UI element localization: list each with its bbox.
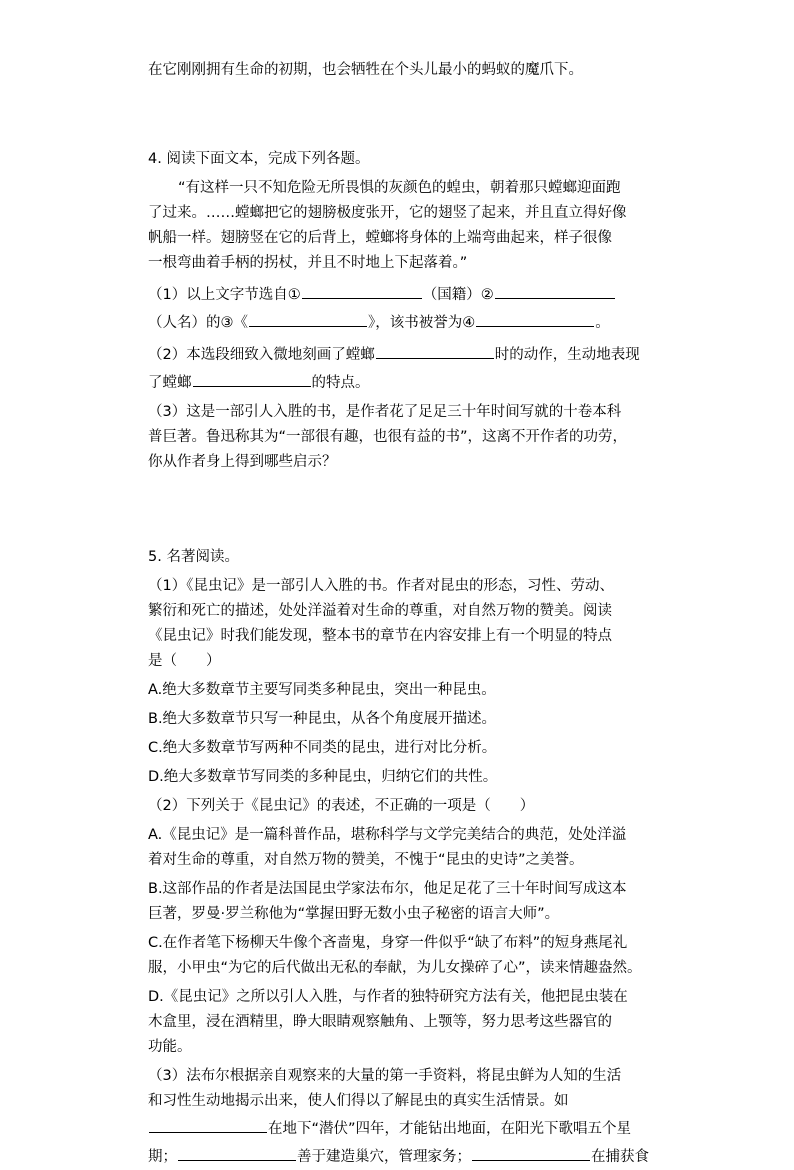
sub3-line <box>148 1142 688 1170</box>
option-line: 服，小甲虫“为它的后代做出无私的奉献，为儿女操碎了心”，读来情趣盎然。 <box>148 960 642 976</box>
option-line: B.这部作品的作者是法国昆虫学家法布尔，他足足花了三十年时间写成这本 <box>148 881 627 897</box>
sub1-text-a: （1）以上文字节选自① <box>148 287 301 303</box>
sub1-stem-line: 《昆虫记》时我们能发现，整本书的章节在内容安排上有一个明显的特点 <box>148 628 612 644</box>
option-line: D.《昆虫记》之所以引人入胜，与作者的独特研究方法有关，他把昆虫装在 <box>148 989 628 1005</box>
sub3-text: 在捕获食 <box>591 1149 649 1165</box>
question-5-sub1 <box>148 574 688 790</box>
passage-line: “有这样一只不知危险无所畏惧的灰颜色的蝗虫，朝着那只螳螂迎面跑 <box>178 180 621 196</box>
sub1-line <box>148 308 688 336</box>
sub3-line: 普巨著。鲁迅称其为“一部很有趣，也很有益的书”，这离不开作者的功劳， <box>148 429 628 445</box>
question-4-sub2 <box>148 340 688 396</box>
sub2-text-a: （2）本选段细致入微地刻画了螳螂 <box>148 347 375 363</box>
option-d[interactable] <box>148 985 688 1060</box>
author-name-blank[interactable] <box>495 280 615 299</box>
option-a[interactable]: A.绝大多数章节主要写同类多种昆虫，突出一种昆虫。 <box>148 682 496 698</box>
question-5 <box>148 545 688 1170</box>
nationality-author-blank[interactable] <box>302 280 422 299</box>
option-c[interactable] <box>148 931 688 981</box>
sub3-line <box>148 1114 688 1142</box>
question-4-passage <box>148 176 688 276</box>
sub1-text-b: （国籍）② <box>422 287 494 303</box>
option-line: 木盒里，浸在酒精里，睁大眼睛观察触角、上颚等，努力思考这些器官的 <box>148 1014 612 1030</box>
question-4-title: 4. 阅读下面文本，完成下列各题。 <box>148 151 370 167</box>
sub2-text-c: 了螳螂 <box>148 375 192 391</box>
insect-name-blank-1[interactable] <box>149 1114 267 1133</box>
sub1-text-d: 》，该书被誉为④ <box>368 315 476 331</box>
passage-line: 一根弯曲着手柄的拐杖，并且不时地上下起落着。” <box>148 255 468 271</box>
sub2-stem: （2）下列关于《昆虫记》的表述，不正确的一项是（ ） <box>148 798 535 814</box>
option-d[interactable]: D.绝大多数章节写同类的多种昆虫，归纳它们的共性。 <box>148 769 498 785</box>
sub2-line <box>148 340 688 368</box>
sub1-line <box>148 280 688 308</box>
sub3-text: 善于建造巢穴，管理家务； <box>297 1149 471 1165</box>
sub1-text-c: （人名）的③《 <box>148 315 248 331</box>
question-4-sub1 <box>148 280 688 336</box>
sub3-line: （3）这是一部引人入胜的书，是作者花了足足三十年时间写就的十卷本科 <box>148 404 622 420</box>
insect-name-blank-2[interactable] <box>178 1142 296 1161</box>
sub1-stem-line: （1）《昆虫记》是一部引人入胜的书。作者对昆虫的形态，习性、劳动、 <box>148 578 614 594</box>
question-5-title: 5. 名著阅读。 <box>148 549 239 565</box>
passage-line: 了过来。……螳螂把它的翅膀极度张开，它的翅竖了起来，并且直立得好像 <box>148 205 627 221</box>
option-line: 巨著，罗曼·罗兰称他为“掌握田野无数小虫子秘密的语言大师”。 <box>148 906 560 922</box>
insect-name-blank-3[interactable] <box>472 1142 590 1161</box>
sub3-line: （3）法布尔根据亲自观察来的大量的第一手资料，将昆虫鲜为人知的生活 <box>148 1068 622 1084</box>
mantis-trait-blank[interactable] <box>193 368 311 387</box>
continued-text-line: 在它刚刚拥有生命的初期，也会牺牲在个头儿最小的蚂蚁的魔爪下。 <box>148 62 583 78</box>
sub2-text-d: 的特点。 <box>311 375 370 391</box>
option-line: 着对生命的尊重，对自然万物的赞美，不愧于“昆虫的史诗”之美誉。 <box>148 852 584 868</box>
question-5-sub3 <box>148 1064 688 1170</box>
option-b[interactable] <box>148 877 688 927</box>
sub3-line: 和习性生动地揭示出来，使人们得以了解昆虫的真实生活情景。如 <box>148 1093 569 1109</box>
option-line: A.《昆虫记》是一篇科普作品，堪称科学与文学完美结合的典范，处处洋溢 <box>148 827 627 843</box>
sub3-text: 期； <box>148 1149 177 1165</box>
sub1-stem-line: 是（ ） <box>148 653 221 669</box>
sub1-text-e: 。 <box>595 315 610 331</box>
book-title-blank[interactable] <box>249 308 367 327</box>
option-a[interactable] <box>148 823 688 873</box>
book-praise-blank[interactable] <box>476 308 594 327</box>
mantis-action-blank[interactable] <box>376 340 494 359</box>
option-line: C.在作者笔下杨柳天牛像个吝啬鬼，身穿一件似乎“缺了布料”的短身燕尾礼 <box>148 935 628 951</box>
option-c[interactable]: C.绝大多数章节写两种不同类的昆虫，进行对比分析。 <box>148 740 497 756</box>
question-5-sub2 <box>148 794 688 1060</box>
sub2-text-b: 时的动作，生动地表现 <box>494 347 640 363</box>
sub1-stem-line: 繁衍和死亡的描述，处处洋溢着对生命的尊重，对自然万物的赞美。阅读 <box>148 603 612 619</box>
sub3-line: 你从作者身上得到哪些启示？ <box>148 454 337 470</box>
sub2-line <box>148 368 688 396</box>
page-content <box>148 58 688 1170</box>
sub3-text: 在地下“潜伏”四年，才能钻出地面，在阳光下歌唱五个星 <box>268 1121 632 1137</box>
question-4-sub3 <box>148 400 688 475</box>
option-b[interactable]: B.绝大多数章节只写一种昆虫，从各个角度展开描述。 <box>148 711 497 727</box>
question-4 <box>148 147 688 475</box>
option-line: 功能。 <box>148 1039 192 1055</box>
passage-line: 帆船一样。翅膀竖在它的后背上，螳螂将身体的上端弯曲起来，样子很像 <box>148 230 612 246</box>
